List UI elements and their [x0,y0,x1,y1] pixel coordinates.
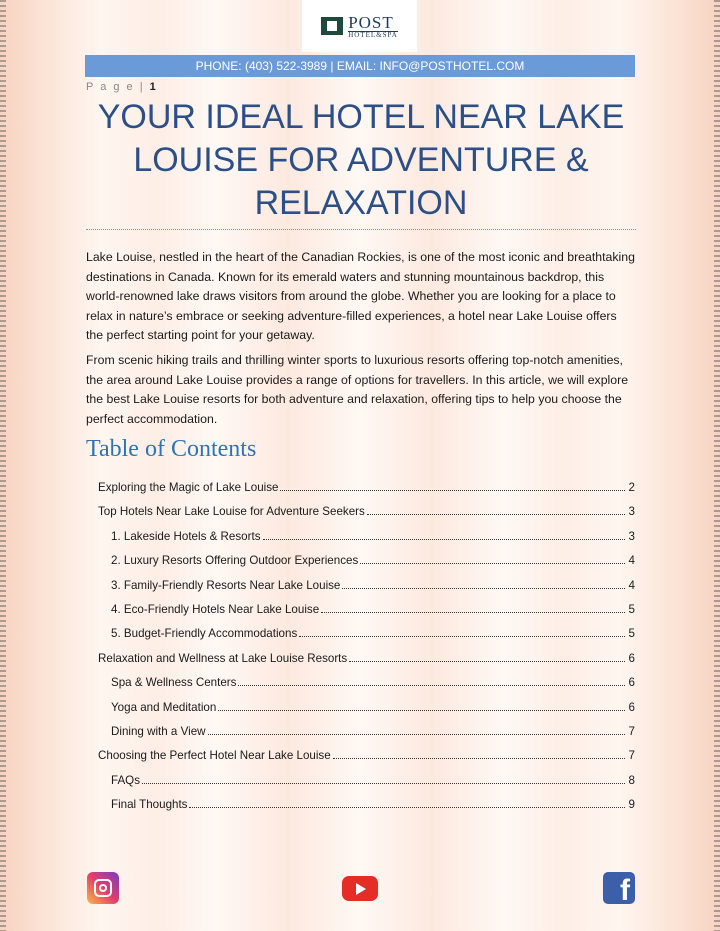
toc-dot-leader [280,490,625,491]
intro-paragraph: Lake Louise, nestled in the heart of the Canadian Rockies, is one of the most iconic and breathtaking destinations in Canada. Known for its emerald waters and stunning mountainous backdrop, this world-renowned lake draws visitors from around the globe. Whether you are looking for a place to relax in nature’s embrace or seeking adventure-filled experiences, a hotel near Lake Louise offers the perfect starting point for your getaway. [86,250,635,342]
toc-entry[interactable] [98,603,635,627]
toc-entry[interactable] [98,774,635,798]
title-divider [86,229,636,230]
toc-entry[interactable] [98,530,635,554]
toc-dot-leader [299,636,625,637]
toc-dot-leader [238,685,625,686]
toc-entry-page[interactable]: 6 [628,676,635,690]
toc-entry-title[interactable]: Spa & Wellness Centers [111,676,237,690]
toc-entry-title[interactable]: Dining with a View [111,724,206,738]
overview-paragraph: From scenic hiking trails and thrilling winter sports to luxurious resorts offering top-notch amenities, the area around Lake Louise provides a range of options for travellers. In this article, we will explore the best Lake Louise resorts for both adventure and relaxation, offering tips to help you choose the perfect accommodation. [86,353,629,426]
toc-entry[interactable] [98,505,635,529]
toc-entry-title[interactable]: 2. Luxury Resorts Offering Outdoor Experiences [111,554,359,568]
toc-entry[interactable] [98,627,635,651]
toc-entry-title[interactable]: 3. Family-Friendly Resorts Near Lake Louise [111,578,341,592]
toc-entry[interactable] [98,554,635,578]
youtube-icon[interactable] [342,876,378,901]
toc-dot-leader [360,563,625,564]
toc-entry-title[interactable]: Relaxation and Wellness at Lake Louise Resorts [98,651,348,665]
toc-entry-page[interactable]: 5 [628,627,635,641]
contact-header-bar [85,55,635,77]
logo-mark-icon [321,17,343,35]
toc-dot-leader [349,661,625,662]
toc-entry[interactable] [98,798,635,822]
toc-dot-leader [218,710,625,711]
page-number [86,81,156,93]
toc-entry-title[interactable]: 4. Eco-Friendly Hotels Near Lake Louise [111,602,320,616]
logo-name: POST [348,12,394,32]
toc-entry[interactable] [98,725,635,749]
toc-entry-page[interactable]: 4 [628,554,635,568]
toc-entry[interactable] [98,749,635,773]
toc-entry[interactable] [98,701,635,725]
toc-dot-leader [142,783,625,784]
toc-dot-leader [263,539,625,540]
toc-entry-page[interactable]: 2 [628,481,635,494]
toc-entry[interactable] [98,579,635,603]
toc-entry-page[interactable]: 5 [628,602,635,616]
toc-entry-page[interactable]: 8 [628,773,635,787]
toc-entry[interactable] [98,652,635,676]
toc-entry-page[interactable]: 4 [628,578,635,592]
toc-entry-title[interactable]: Exploring the Magic of Lake Louise [98,481,279,494]
instagram-icon[interactable] [87,872,119,904]
toc-entry-title[interactable]: Choosing the Perfect Hotel Near Lake Louise [98,749,331,763]
toc-dot-leader [189,807,625,808]
contact-text: PHONE: (403) 522-3989 | EMAIL: INFO@POSTHOTEL.COM [195,59,525,73]
page-label: P a g e | [86,81,145,93]
toc-entry-title[interactable]: 1. Lakeside Hotels & Resorts [111,529,261,543]
document-title: YOUR IDEAL HOTEL NEAR LAKE LOUISE FOR ADVENTURE & RELAXATION [97,98,625,222]
toc-entry-title[interactable]: Final Thoughts [111,798,188,812]
toc-entry-page[interactable]: 3 [628,505,635,519]
toc-entry-page[interactable]: 6 [628,651,635,665]
page-number-value: 1 [149,81,156,93]
toc-entry-page[interactable]: 3 [628,529,635,543]
toc-entry-title[interactable]: 5. Budget-Friendly Accommodations [111,627,298,641]
toc-entry[interactable] [98,676,635,700]
toc-entry-title[interactable]: Top Hotels Near Lake Louise for Adventure Seekers [98,505,365,519]
facebook-icon[interactable]: f [603,872,635,904]
logo-subtitle: HOTEL&SPA [348,30,398,39]
post-hotel-logo[interactable] [302,0,417,52]
toc-dot-leader [321,612,625,613]
toc-entry-title[interactable]: Yoga and Meditation [111,700,217,714]
page-border-left [0,0,6,931]
toc-entry-page[interactable]: 7 [628,749,635,763]
toc-dot-leader [342,588,625,589]
toc-entry-page[interactable]: 9 [628,798,635,812]
toc-heading: Table of Contents [86,436,257,462]
toc-entry[interactable] [98,481,635,505]
toc-entry-title[interactable]: FAQs [111,773,140,787]
toc-dot-leader [208,734,625,735]
toc-entry-page[interactable]: 6 [628,700,635,714]
toc-dot-leader [333,758,625,759]
toc-dot-leader [367,514,625,515]
page-border-right [714,0,720,931]
table-of-contents [98,481,635,822]
toc-entry-page[interactable]: 7 [628,724,635,738]
